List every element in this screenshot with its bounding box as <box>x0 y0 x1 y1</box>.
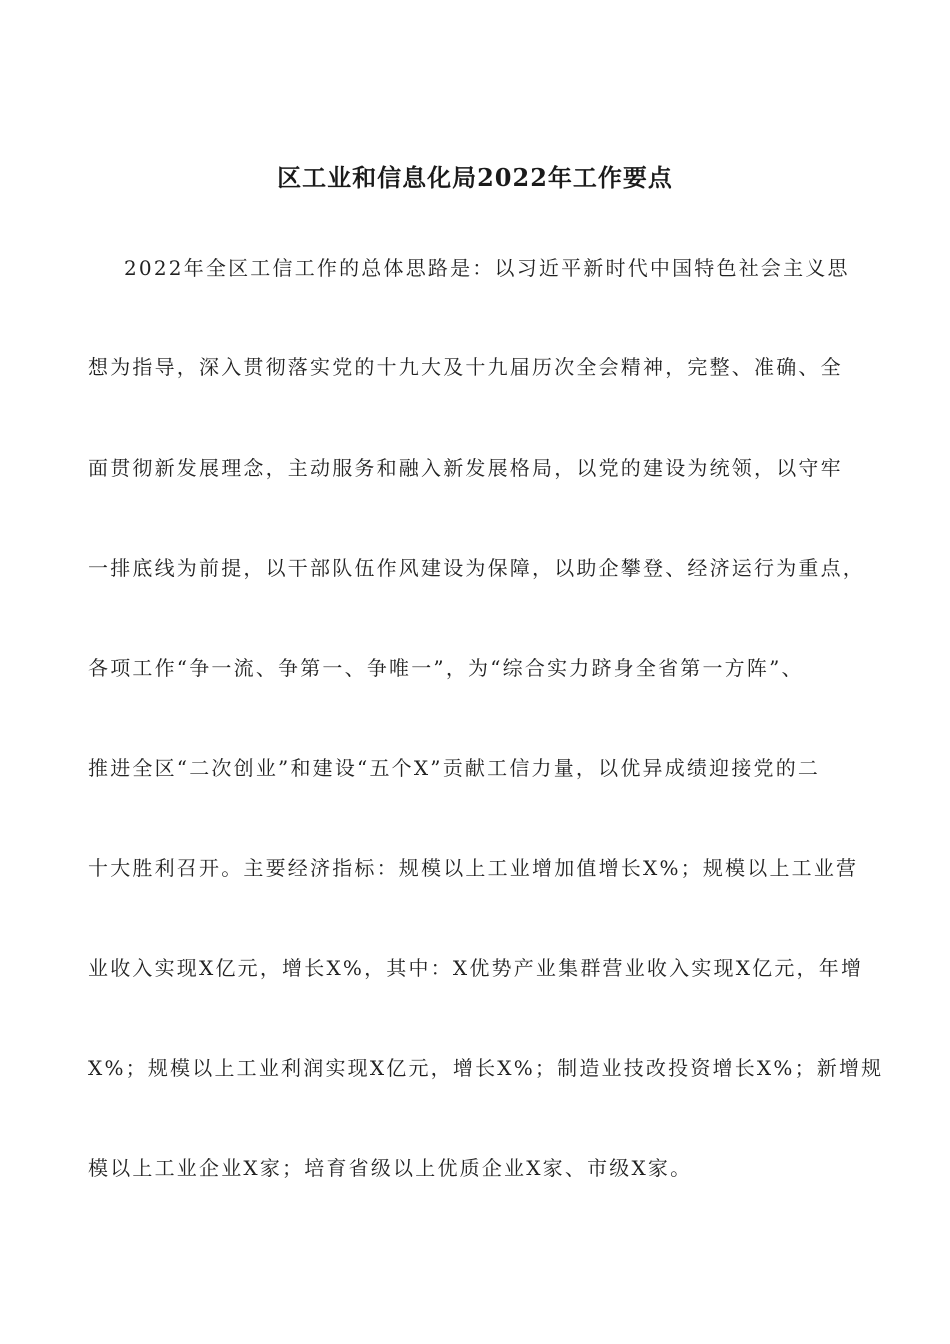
paragraph-line-6: 推进全区“二次创业”和建设“五个X”贡献工信力量，以优异成绩迎接党的二 <box>88 756 821 780</box>
paragraph-line-2: 想为指导，深入贯彻落实党的十九大及十九届历次全会精神，完整、准确、全 <box>88 355 843 379</box>
paragraph-line-10: 模以上工业企业X家；培育省级以上优质企业X家、市级X家。 <box>88 1156 693 1180</box>
paragraph-line-9: X%；规模以上工业利润实现X亿元，增长X%；制造业技改投资增长X%；新增规 <box>88 1056 884 1080</box>
document-title: 区工业和信息化局2022年工作要点 <box>277 163 673 192</box>
paragraph-line-7: 十大胜利召开。主要经济指标：规模以上工业增加值增长X%；规模以上工业营 <box>88 856 859 880</box>
paragraph-line-3: 面贯彻新发展理念，主动服务和融入新发展格局，以党的建设为统领，以守牢 <box>88 456 843 480</box>
paragraph-line-4: 一排底线为前提，以干部队伍作风建设为保障，以助企攀登、经济运行为重点， <box>88 556 865 580</box>
paragraph-line-8: 业收入实现X亿元，增长X%，其中：X优势产业集群营业收入实现X亿元，年增 <box>88 956 864 980</box>
paragraph-line-1: 2022年全区工信工作的总体思路是：以习近平新时代中国特色社会主义思 <box>124 256 850 280</box>
paragraph-line-5: 各项工作“争一流、争第一、争唯一”，为“综合实力跻身全省第一方阵”、 <box>88 656 804 680</box>
